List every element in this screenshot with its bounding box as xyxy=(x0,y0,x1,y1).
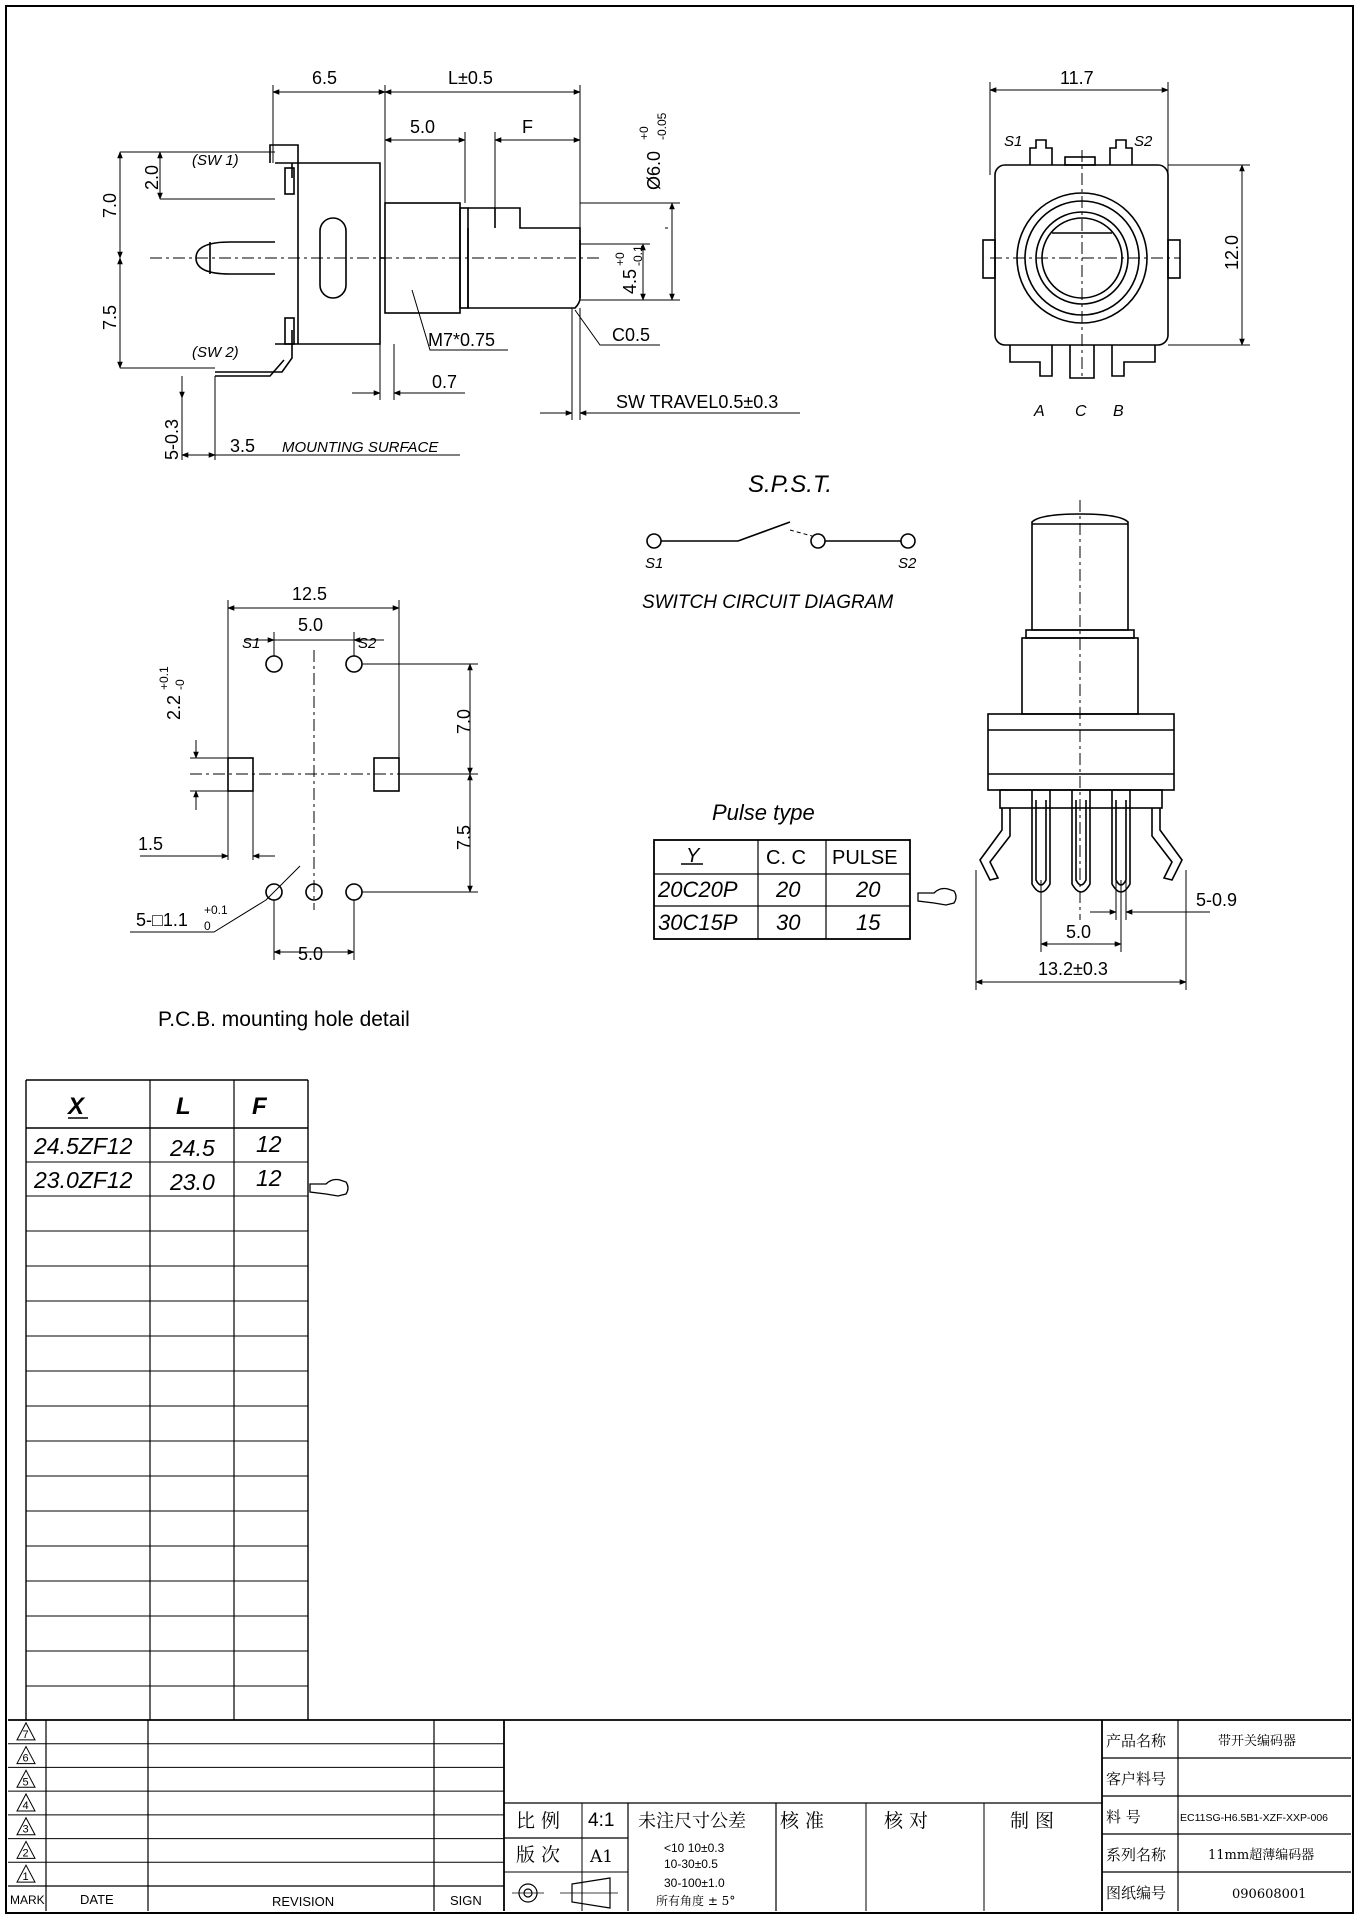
xlf-r2-f: 12 xyxy=(256,1165,282,1191)
revision-mark-label: 3 xyxy=(22,1823,29,1836)
revision-mark-label: 6 xyxy=(22,1752,29,1765)
mounting-label: MOUNTING SURFACE xyxy=(282,439,439,456)
pcb-1-5: 1.5 xyxy=(138,834,164,854)
xlf-header-l: L xyxy=(176,1093,191,1120)
tolerance-line-1: <10 10±0.3 xyxy=(664,1841,725,1855)
switch-caption: SWITCH CIRCUIT DIAGRAM xyxy=(642,592,894,613)
hole-tol-main: 2.2 xyxy=(164,694,184,720)
pulse-header-y: Y xyxy=(686,845,700,867)
pcb-s2: S2 xyxy=(358,635,377,652)
pulse-header-cc: C. C xyxy=(766,847,806,869)
thread-label: M7*0.75 xyxy=(428,330,496,350)
dim-6-5: 6.5 xyxy=(312,68,338,88)
xlf-table-text xyxy=(33,1093,282,1195)
sw1-label: (SW 1) xyxy=(192,152,239,169)
chamfer-label: C0.5 xyxy=(612,325,651,345)
field-label-customer: 客户料号 xyxy=(1106,1770,1167,1788)
pcb-7-5: 7.5 xyxy=(454,824,474,850)
xlf-r2-l: 23.0 xyxy=(170,1169,215,1195)
diameter-tol-bot: -0.05 xyxy=(655,112,669,140)
flat-tol-top: +0 xyxy=(613,252,627,266)
pad-tol-top: +0.1 xyxy=(204,903,228,917)
field-value-drawing: 090608001 xyxy=(1232,1887,1307,1902)
pulse-r1-c2: 20 xyxy=(776,877,801,902)
dim-f: F xyxy=(522,117,533,137)
switch-circuit-text xyxy=(642,471,917,613)
bottom-view-text xyxy=(1038,890,1237,979)
xlf-header-f: F xyxy=(252,1093,267,1120)
front-s2: S2 xyxy=(1134,133,1153,150)
xlf-r2-x: 23.0ZF12 xyxy=(34,1167,133,1193)
dim-7-0: 7.0 xyxy=(100,192,120,218)
pin-a: A xyxy=(1034,403,1045,420)
hole-tol-bot: -0 xyxy=(173,679,187,690)
field-value-part: EC11SG-H6.5B1-XZF-XXP-006 xyxy=(1180,1812,1329,1824)
revision-marks xyxy=(17,1723,35,1883)
approve-label: 核 准 xyxy=(780,1810,825,1832)
total-width: 13.2±0.3 xyxy=(1038,959,1108,979)
pin-b: B xyxy=(1113,403,1124,420)
scale-label: 比 例 xyxy=(516,1810,561,1832)
revision-mark-label: 5 xyxy=(22,1776,29,1789)
diameter-label: Ø6.0 xyxy=(644,150,664,190)
pcb-s1: S1 xyxy=(242,635,261,652)
tolerance-line-3: 30-100±1.0 xyxy=(664,1876,725,1890)
tolerance-line-2: 10-30±0.5 xyxy=(664,1857,718,1871)
rev-header-mark: MARK xyxy=(10,1893,45,1907)
rev-header-revision: REVISION xyxy=(272,1894,335,1909)
check-label: 核 对 xyxy=(884,1810,929,1832)
pcb-7-0: 7.0 xyxy=(454,708,474,734)
pulse-r1-c1: 20C20P xyxy=(658,877,738,902)
scale-value: 4:1 xyxy=(588,1810,615,1831)
dim-5-0-3: 5-0.3 xyxy=(162,418,182,460)
field-label-series: 系列名称 xyxy=(1106,1846,1167,1864)
tolerance-line-4: 所有角度 ± 5° xyxy=(656,1894,736,1908)
pcb-dims xyxy=(130,600,478,960)
pulse-r2-c3: 15 xyxy=(856,910,881,935)
pcb-text xyxy=(136,584,474,1031)
dim-2-0: 2.0 xyxy=(142,164,162,190)
front-width: 11.7 xyxy=(1060,68,1094,88)
rev-header-sign: SIGN xyxy=(450,1893,482,1908)
revision-mark-label: 7 xyxy=(22,1728,29,1741)
switch-s1: S1 xyxy=(645,555,664,572)
travel-label: SW TRAVEL0.5±0.3 xyxy=(616,392,779,412)
version-value: A1 xyxy=(590,1847,614,1867)
revision-mark-label: 2 xyxy=(22,1847,29,1860)
diameter-tol-top: +0 xyxy=(637,126,651,140)
version-label: 版 次 xyxy=(516,1844,561,1866)
front-height: 12.0 xyxy=(1222,234,1242,270)
flat-tol-bot: -0.1 xyxy=(631,245,645,266)
pad-label: 5-□1.1 xyxy=(136,910,188,930)
pcb-5-0-top: 5.0 xyxy=(298,615,324,635)
field-value-series: 11mm超薄编码器 xyxy=(1208,1848,1315,1863)
field-label-drawing: 图纸编号 xyxy=(1106,1884,1167,1902)
dim-3-5: 3.5 xyxy=(230,436,256,456)
flat-label: 4.5 xyxy=(620,268,640,294)
pcb-caption: P.C.B. mounting hole detail xyxy=(158,1008,410,1031)
dim-7-5: 7.5 xyxy=(100,304,120,330)
sw2-label: (SW 2) xyxy=(192,344,239,361)
xlf-header-x: X xyxy=(68,1093,85,1120)
draw-label: 制 图 xyxy=(1010,1810,1055,1832)
xlf-r1-f: 12 xyxy=(256,1131,282,1157)
switch-circuit xyxy=(647,522,915,548)
pcb-5-0-bottom: 5.0 xyxy=(298,944,324,964)
pad-tol-bot: 0 xyxy=(204,919,211,933)
side-view-text xyxy=(100,68,778,460)
pin-c: C xyxy=(1075,403,1087,420)
pin-width: 5-0.9 xyxy=(1196,890,1238,910)
field-label-part: 料 号 xyxy=(1106,1808,1141,1826)
pulse-header-pulse: PULSE xyxy=(832,847,898,869)
dim-0-7: 0.7 xyxy=(432,372,458,392)
side-view xyxy=(150,145,600,400)
rev-header-date: DATE xyxy=(80,1892,114,1907)
hole-tol-top: +0.1 xyxy=(157,666,171,690)
tolerance-title: 未注尺寸公差 xyxy=(638,1811,746,1832)
sheet-border xyxy=(6,6,1353,1913)
bottom-view xyxy=(980,514,1182,892)
dim-5-0: 5.0 xyxy=(410,117,436,137)
pulse-title: Pulse type xyxy=(712,800,815,825)
switch-s2: S2 xyxy=(898,555,917,572)
pulse-table-text xyxy=(657,800,898,935)
bottom-view-dims xyxy=(976,500,1210,990)
pulse-r1-c3: 20 xyxy=(856,877,881,902)
front-s1: S1 xyxy=(1004,133,1023,150)
pcb-12-5: 12.5 xyxy=(292,584,328,604)
pulse-r2-c2: 30 xyxy=(776,910,801,935)
pin-spacing: 5.0 xyxy=(1066,922,1092,942)
field-label-product: 产品名称 xyxy=(1106,1732,1167,1750)
xlf-r1-l: 24.5 xyxy=(170,1135,215,1161)
xlf-r1-x: 24.5ZF12 xyxy=(34,1133,133,1159)
spst-title: S.P.S.T. xyxy=(748,471,833,498)
field-value-product: 带开关编码器 xyxy=(1218,1734,1297,1749)
revision-mark-label: 4 xyxy=(22,1800,29,1812)
revision-mark-label: 1 xyxy=(22,1871,29,1884)
pulse-r2-c1: 30C15P xyxy=(658,910,738,935)
dim-l: L±0.5 xyxy=(448,68,493,88)
